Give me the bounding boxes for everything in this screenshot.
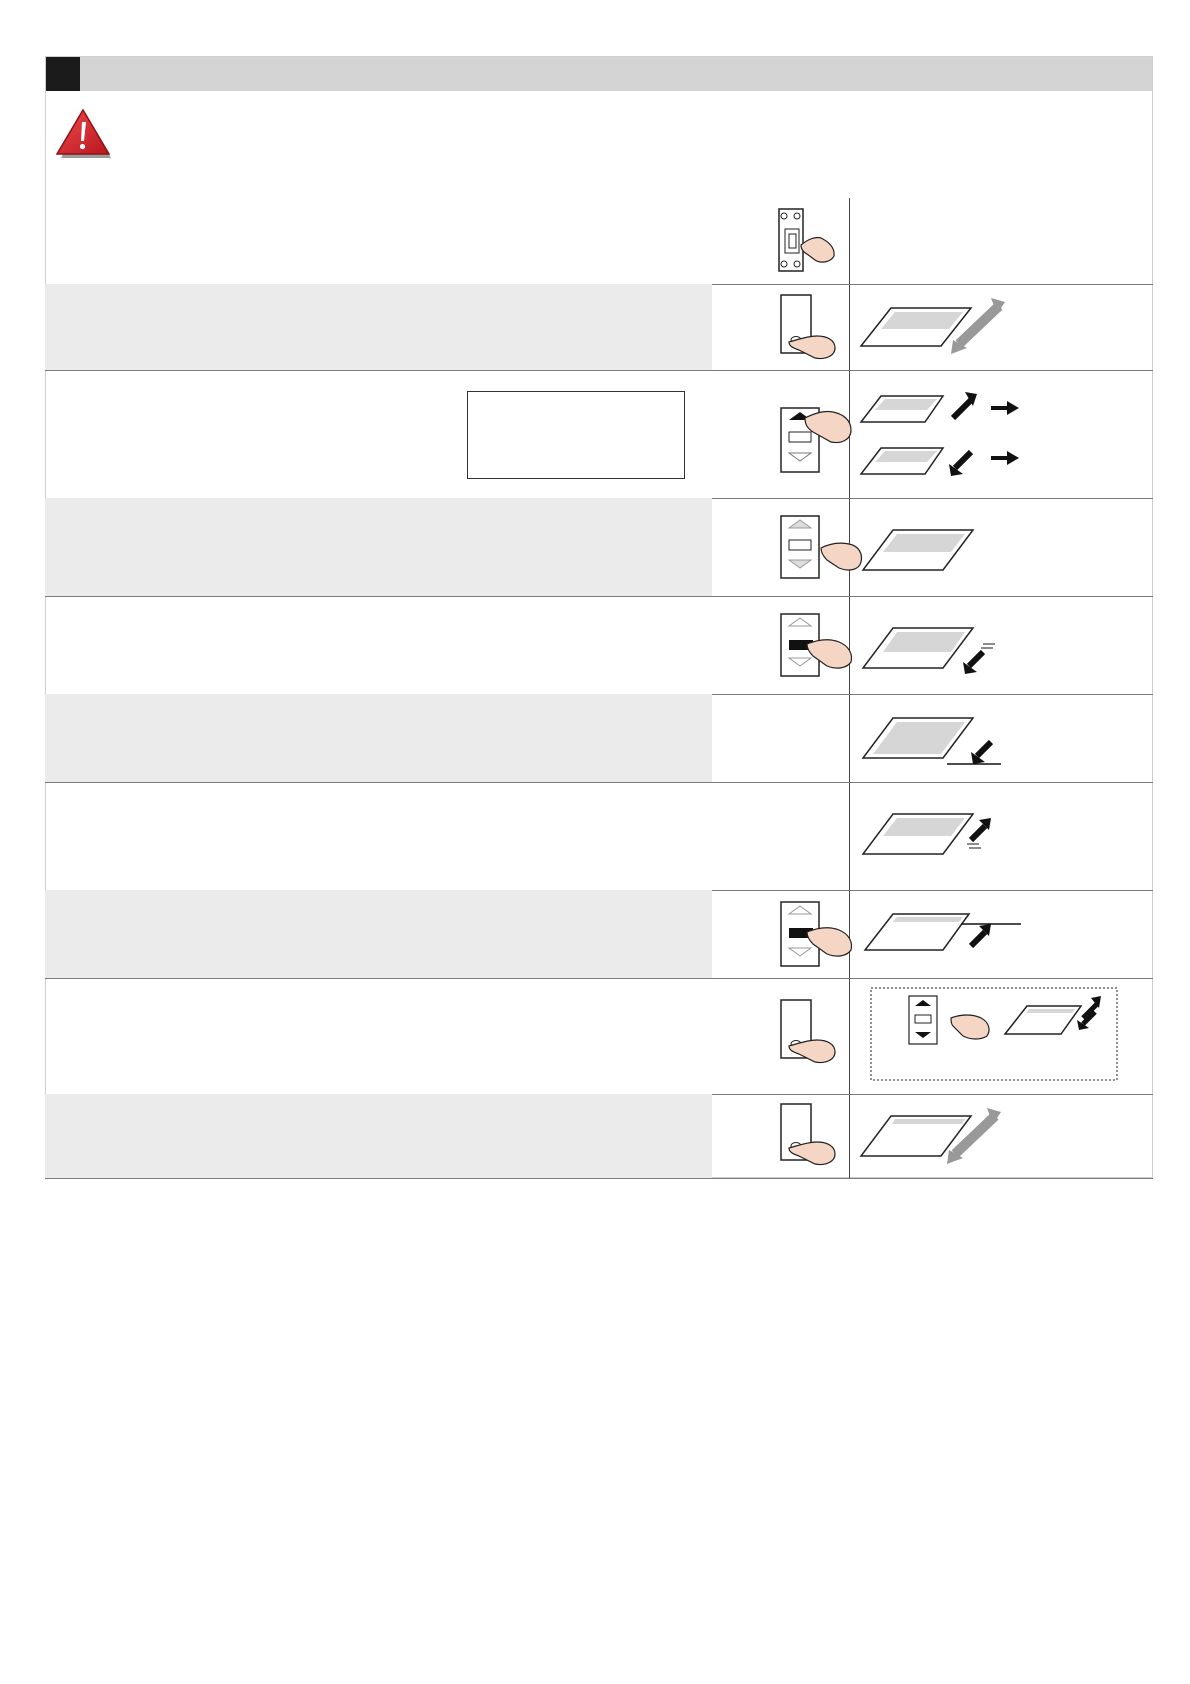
step-row-6 — [45, 694, 1153, 782]
step-row-9 — [45, 978, 1153, 1094]
step-row-5 — [45, 596, 1153, 694]
note-box — [467, 391, 685, 479]
step-row-2 — [45, 284, 1153, 370]
awning-up-limit-icon — [851, 890, 1151, 978]
awning-up-and-down-arrows-icon — [851, 370, 1151, 498]
row-divider — [45, 1178, 1153, 1179]
awning-moving-down-icon — [851, 596, 1151, 694]
awning-down-limit-icon — [851, 694, 1151, 782]
step-row-8 — [45, 890, 1153, 978]
remote-control-awning-movement-icon — [851, 978, 1151, 1094]
awning-moving-up-icon — [851, 782, 1151, 890]
step-row-4 — [45, 498, 1153, 596]
step-row-7 — [45, 782, 1153, 890]
warning-triangle-icon — [55, 108, 113, 164]
awning-up-down-movement-icon — [851, 284, 1151, 370]
circuit-breaker-switch-icon — [767, 198, 877, 284]
step-row-10 — [45, 1094, 1153, 1178]
awning-stopped-icon — [851, 498, 1151, 596]
step-row-1 — [45, 198, 1153, 284]
awning-up-down-movement-icon — [851, 1094, 1151, 1178]
